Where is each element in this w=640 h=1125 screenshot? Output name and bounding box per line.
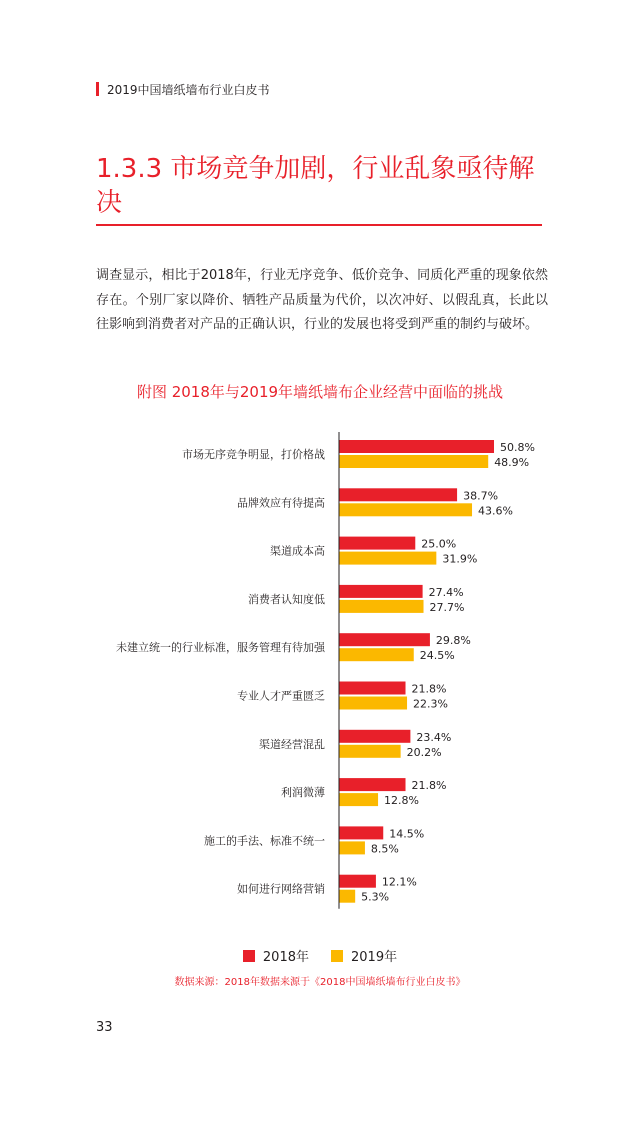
body-paragraph: 调查显示，相比于2018年，行业无序竞争、低价竞争、同质化严重的现象依然存在。个别厂家以降价、牺牲产品质量为代价，以次冲好、以假乱真，长此以往影响到消费者对产品的正确认识，行业的发展也将受到严重的制约与破坏。 xyxy=(96,268,548,332)
bar-chart xyxy=(0,430,640,910)
legend-item-2019 xyxy=(331,946,397,965)
data-label-2018: 23.4% xyxy=(416,730,452,744)
bar-2019 xyxy=(339,841,365,854)
data-label-2019: 22.3% xyxy=(413,697,448,711)
category-label: 品牌效应有待提高 xyxy=(237,496,325,510)
category-label: 消费者认知度低 xyxy=(248,592,325,606)
data-label-2019: 5.3% xyxy=(361,890,390,904)
data-label-2019: 43.6% xyxy=(478,504,513,518)
data-label-2019: 27.7% xyxy=(429,600,465,614)
category-label: 如何进行网络营销 xyxy=(237,882,325,896)
data-label-2018: 29.8% xyxy=(435,634,471,648)
data-label-2018: 21.8% xyxy=(411,779,447,793)
data-label-2018: 50.8% xyxy=(500,441,535,454)
data-label-2018: 21.8% xyxy=(411,682,447,696)
category-label: 施工的手法、标准不统一 xyxy=(204,834,325,848)
data-label-2018: 27.4% xyxy=(428,585,464,599)
data-label-2019: 12.8% xyxy=(384,794,420,808)
header-title: 2019中国墙纸墙布行业白皮书 xyxy=(107,82,270,97)
data-label-2018: 14.5% xyxy=(389,827,425,841)
bar-2018 xyxy=(339,826,383,839)
bar-2018 xyxy=(339,730,410,743)
bar-2019 xyxy=(339,697,407,710)
data-label-2018: 38.7% xyxy=(463,489,499,503)
bar-2018 xyxy=(339,875,376,888)
bar-2018 xyxy=(339,682,406,695)
legend-swatch-2019 xyxy=(331,950,343,962)
bar-2018 xyxy=(339,488,457,501)
bar-2019 xyxy=(339,890,355,903)
bar-2019 xyxy=(339,600,424,613)
bar-2019 xyxy=(339,503,472,516)
bar-2019 xyxy=(339,648,414,661)
data-label-2019: 31.9% xyxy=(442,552,478,566)
data-label-2018: 25.0% xyxy=(421,537,457,551)
data-label-2019: 48.9% xyxy=(494,456,530,469)
data-source-note: 数据来源：2018年数据来源于《2018中国墙纸墙布行业白皮书》 xyxy=(174,977,466,988)
category-label: 未建立统一的行业标准，服务管理有待加强 xyxy=(116,641,325,655)
legend-label-2018: 2018年 xyxy=(262,950,309,965)
running-header xyxy=(96,80,270,98)
legend-label-2019: 2019年 xyxy=(351,950,398,965)
page-number: 33 xyxy=(96,1020,113,1035)
title-underline xyxy=(96,224,542,226)
bar-2019 xyxy=(339,455,488,468)
category-label: 利润微薄 xyxy=(281,786,325,800)
bar-2018 xyxy=(339,585,423,598)
category-label: 市场无序竞争明显，打价格战 xyxy=(182,448,325,461)
category-label: 渠道经营混乱 xyxy=(259,737,325,751)
bar-2018 xyxy=(339,440,494,453)
header-accent-bar xyxy=(96,82,99,96)
data-label-2018: 12.1% xyxy=(381,875,417,889)
bar-2018 xyxy=(339,778,406,791)
legend-item-2018 xyxy=(243,946,309,965)
section-title: 1.3.3 市场竞争加剧，行业乱象亟待解决 xyxy=(96,154,535,218)
legend-swatch-2018 xyxy=(243,950,255,962)
bar-2019 xyxy=(339,793,378,806)
category-label: 专业人才严重匮乏 xyxy=(237,689,325,703)
bar-2019 xyxy=(339,745,401,758)
chart-title: 附图 2018年与2019年墙纸墙布企业经营中面临的挑战 xyxy=(136,383,504,401)
bar-2018 xyxy=(339,537,415,550)
data-label-2019: 20.2% xyxy=(406,745,442,759)
bar-2019 xyxy=(339,552,436,565)
category-label: 渠道成本高 xyxy=(270,544,325,558)
data-label-2019: 24.5% xyxy=(419,649,455,663)
bar-2018 xyxy=(339,633,430,646)
chart-legend xyxy=(0,946,640,965)
data-label-2019: 8.5% xyxy=(370,842,399,856)
